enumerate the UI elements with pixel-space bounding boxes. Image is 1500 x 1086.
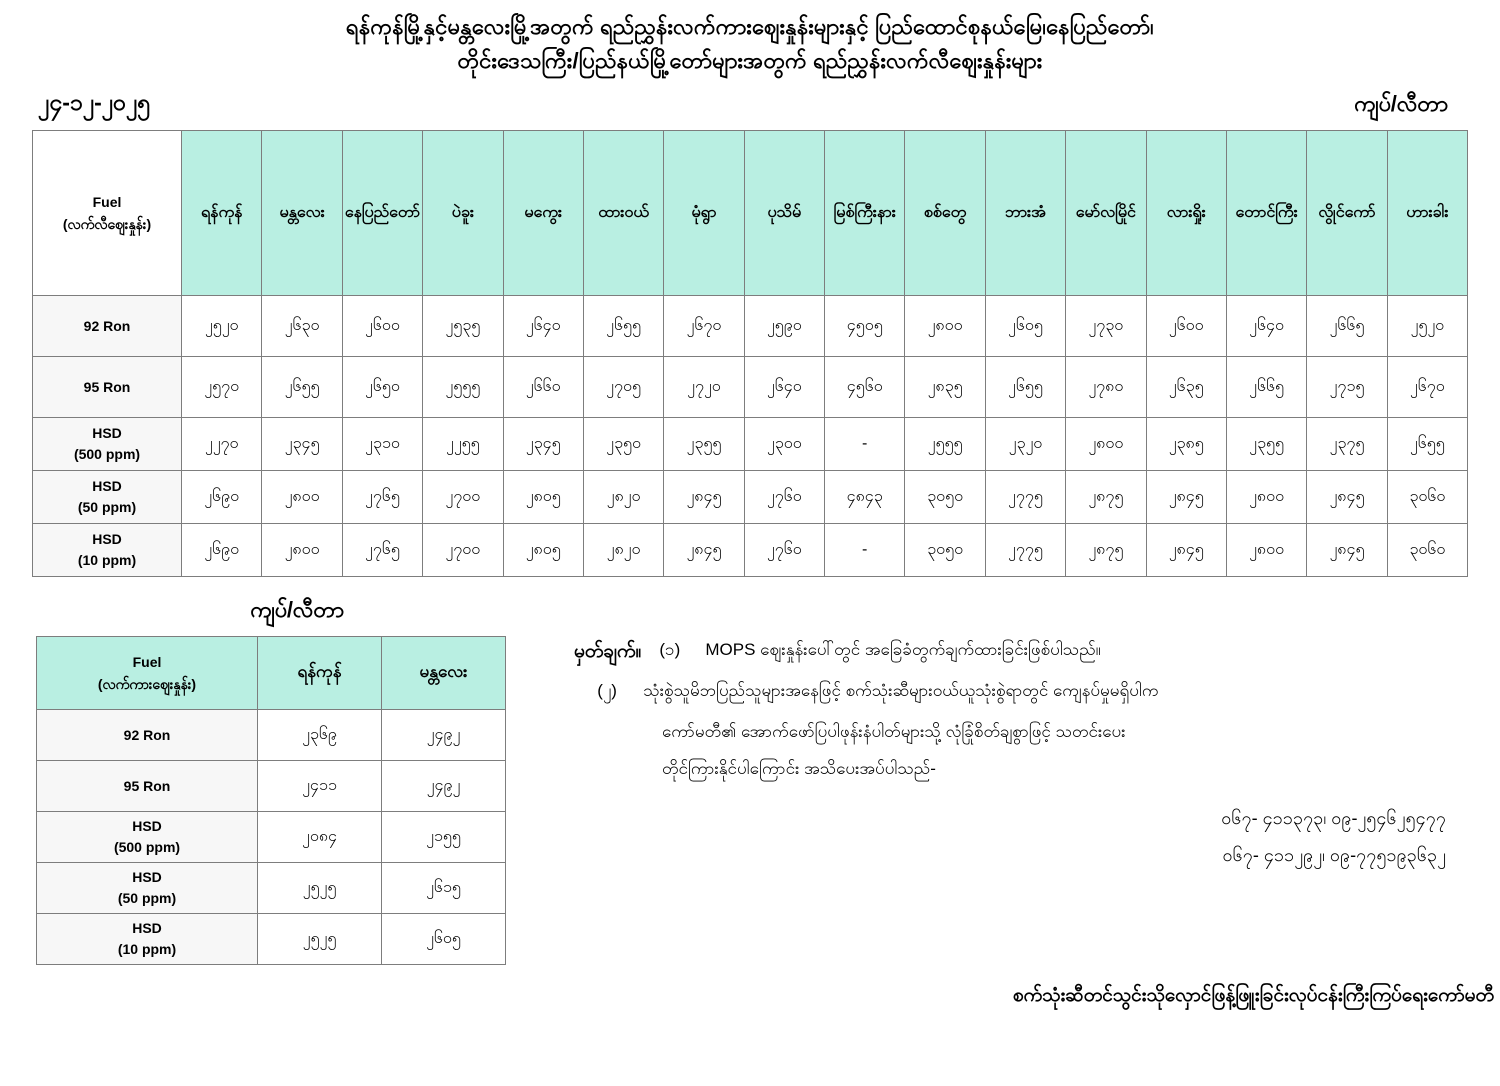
row-label-line-2: (10 ppm) <box>117 941 177 958</box>
cell: ၂၇၀၀ <box>423 524 503 577</box>
cell: ၂၇၁၅ <box>1307 357 1387 418</box>
row-label-line-1: HSD <box>132 818 162 835</box>
cell: ၄၈၄၃ <box>825 471 905 524</box>
column-header-dawei: ထားဝယ် <box>583 131 663 296</box>
table-header-row <box>33 131 1468 296</box>
cell: ၂၃၂၀ <box>985 418 1065 471</box>
cell: ၂၅၂၀ <box>182 296 262 357</box>
fuel-column-header <box>37 637 258 710</box>
unit-label-small: ကျပ်/လီတာ <box>249 597 345 623</box>
row-label-hsd-500ppm <box>33 418 182 471</box>
column-header-yangon: ရန်ကုန် <box>182 131 262 296</box>
cell: ၂၇၃၀ <box>1066 296 1146 357</box>
cell: ၂၆၃၅ <box>1146 357 1226 418</box>
cell: ၂၆၇၀ <box>664 296 744 357</box>
cell: ၂၆၆၀ <box>503 357 583 418</box>
cell: ၂၂၅၅ <box>423 418 503 471</box>
row-label-line-2: (500 ppm) <box>113 839 181 856</box>
column-header-bago: ပဲခူး <box>423 131 503 296</box>
note-item-2 <box>574 674 1470 711</box>
cell: ၂၇၆၅ <box>342 524 422 577</box>
cell: ၂၅၉၀ <box>744 296 824 357</box>
cell: ၂၈၇၅ <box>1066 524 1146 577</box>
notes-label: မှတ်ချက်။ <box>574 641 642 663</box>
cell: ၂၆၀၀ <box>1146 296 1226 357</box>
cell: ၂၈၄၅ <box>1146 524 1226 577</box>
cell: ၂၃၈၅ <box>1146 418 1226 471</box>
row-label-line-1: HSD <box>92 425 122 442</box>
meta-row <box>0 78 1500 122</box>
row-label-92ron <box>33 296 182 357</box>
note-text: MOPS ဈေးနှုန်းပေါ်တွင် အခြေခံတွက်ချက်ထားခြင်းဖြစ်ပါသည်။ <box>705 640 1101 660</box>
date-text: ၂၄-၁၂-၂၀၂၅ <box>38 89 151 116</box>
cell: ၂၃၄၅ <box>262 418 342 471</box>
row-label-line-1: HSD <box>132 920 162 937</box>
column-header-mandalay: မန္တလေး <box>262 131 342 296</box>
cell: ၄၅၀၅ <box>825 296 905 357</box>
table-row <box>37 761 506 812</box>
row-label-92ron <box>37 710 258 761</box>
cell: ၂၅၅၅ <box>905 418 985 471</box>
cell: ၂၆၉၀ <box>182 524 262 577</box>
table-row <box>33 296 1468 357</box>
column-header-monywa: မုံရွာ <box>664 131 744 296</box>
cell: ၂၃၅၅ <box>1226 418 1306 471</box>
title-line-1: ရန်ကုန်မြို့နှင့်မန္တလေးမြို့အတွက် ရည်ညွှန်းလက်ကားဈေးနှုန်းများနှင့် ပြည်ထောင်စုနယ်မြေ၊နေပြည်တော်၊ <box>346 14 1154 39</box>
cell: ၂၈၇၅ <box>1066 471 1146 524</box>
cell: ၂၆၇၀ <box>1387 357 1467 418</box>
row-label-line-2: (50 ppm) <box>117 890 177 907</box>
column-header-lashio: လားရှိုး <box>1146 131 1226 296</box>
row-label-hsd-50ppm <box>33 471 182 524</box>
cell: ၂၈၀၅ <box>503 524 583 577</box>
cell: ၂၈၀၀ <box>262 524 342 577</box>
column-header-mandalay: မန္တလေး <box>382 637 506 710</box>
cell: ၂၇၀၀ <box>423 471 503 524</box>
cell: ၂၅၂၅ <box>258 914 382 965</box>
retail-table-head <box>33 131 1468 296</box>
cell: ၂၆၀၅ <box>382 914 506 965</box>
row-label-line-2: (50 ppm) <box>77 499 137 516</box>
wholesale-section <box>32 595 502 965</box>
cell: ၂၈၀၀ <box>1226 471 1306 524</box>
cell: ၂၆၅၅ <box>985 357 1065 418</box>
cell: ၂၇၆၅ <box>342 471 422 524</box>
cell: ၂၇၈၀ <box>1066 357 1146 418</box>
row-label-line-2: (500 ppm) <box>73 446 141 463</box>
column-header-loikaw: လွိုင်ကော် <box>1307 131 1387 296</box>
cell: ၂၆၆၅ <box>1226 357 1306 418</box>
cell: ၂၅၂၅ <box>258 863 382 914</box>
cell: ၂၃၁၀ <box>342 418 422 471</box>
note-text: သုံးစွဲသူမိဘပြည်သူများအနေဖြင့် စက်သုံးဆီများဝယ်ယူသုံးစွဲရာတွင် ကျေနပ်မှုမရှိပါက <box>643 681 1159 701</box>
note-text: ကော်မတီ၏ အောက်ဖော်ပြပါဖုန်းနံပါတ်များသို့ လုံခြုံစိတ်ချစွာဖြင့် သတင်းပေး <box>662 722 1126 742</box>
table-row <box>33 524 1468 577</box>
note-number: (၁) <box>659 640 681 660</box>
cell: ၂၆၄၀ <box>503 296 583 357</box>
cell: ၂၅၂၀ <box>1387 296 1467 357</box>
cell: ၂၆၅၅ <box>583 296 663 357</box>
cell: ၂၆၀၀ <box>342 296 422 357</box>
cell: ၂၆၉၀ <box>182 471 262 524</box>
cell: ၂၈၄၅ <box>1307 524 1387 577</box>
table-row <box>37 914 506 965</box>
notes-section <box>502 595 1470 965</box>
wholesale-table-body <box>37 710 506 965</box>
cell: ၂၅၇၀ <box>182 357 262 418</box>
cell: ၂၈၀၅ <box>503 471 583 524</box>
cell: ၂၃၅၅ <box>664 418 744 471</box>
cell: ၂၆၅၅ <box>1387 418 1467 471</box>
fuel-header-line-2: (လက်ကားဈေးနှုန်း) <box>97 676 197 693</box>
cell: ၂၇၇၅ <box>985 524 1065 577</box>
column-header-mawlamyine: မော်လမြိုင် <box>1066 131 1146 296</box>
cell: ၃၀၆၀ <box>1387 471 1467 524</box>
column-header-hpaan: ဘားအံ <box>985 131 1065 296</box>
table-row <box>37 812 506 863</box>
row-label-line-1: 95 Ron <box>83 378 131 395</box>
cell: ၂၄၉၂ <box>382 710 506 761</box>
note-text: တိုင်ကြားနိုင်ပါကြောင်း အသိပေးအပ်ပါသည်- <box>662 759 936 779</box>
cell: ၂၈၄၅ <box>1307 471 1387 524</box>
cell: ၂၈၀၀ <box>1066 418 1146 471</box>
cell: ၂၈၂၀ <box>583 471 663 524</box>
cell: - <box>825 524 905 577</box>
table-row <box>33 357 1468 418</box>
unit-label: ကျပ်/လီတာ <box>1353 91 1448 117</box>
column-header-sittwe: စစ်တွေ <box>905 131 985 296</box>
cell: ၃၀၆၀ <box>1387 524 1467 577</box>
column-header-magway: မကွေး <box>503 131 583 296</box>
row-label-95ron <box>37 761 258 812</box>
retail-table-body <box>33 296 1468 577</box>
cell: ၂၅၅၅ <box>423 357 503 418</box>
main-table-wrapper <box>0 122 1500 577</box>
contact-phones <box>574 790 1470 876</box>
cell: ၃၀၅၀ <box>905 471 985 524</box>
cell: ၂၈၄၅ <box>664 471 744 524</box>
lower-section <box>0 577 1500 965</box>
row-label-line-2: (10 ppm) <box>77 552 137 569</box>
cell: ၂၇၆၀ <box>744 471 824 524</box>
note-number: (၂) <box>597 681 617 701</box>
row-label-line-1: 95 Ron <box>123 777 171 794</box>
cell: ၂၅၃၅ <box>423 296 503 357</box>
cell: ၂၃၅၀ <box>583 418 663 471</box>
cell: ၂၃၇၅ <box>1307 418 1387 471</box>
column-header-myitkyina: မြစ်ကြီးနား <box>825 131 905 296</box>
cell: ၂၈၃၅ <box>905 357 985 418</box>
column-header-yangon: ရန်ကုန် <box>258 637 382 710</box>
table-header-row <box>37 637 506 710</box>
cell: ၂၈၀၀ <box>905 296 985 357</box>
document-title <box>0 0 1500 78</box>
cell: ၂၃၀၀ <box>744 418 824 471</box>
row-label-line-1: 92 Ron <box>123 726 171 743</box>
cell: ၂၆၄၀ <box>744 357 824 418</box>
cell: ၂၇၇၅ <box>985 471 1065 524</box>
cell: - <box>825 418 905 471</box>
cell: ၂၈၄၅ <box>664 524 744 577</box>
phone-line-2: ၀၆၇- ၄၁၁၂၉၂၊ ၀၉-၇၇၅၁၉၃၆၃၂ <box>1222 845 1446 866</box>
cell: ၂၈၀၀ <box>262 471 342 524</box>
row-label-hsd-10ppm <box>37 914 258 965</box>
issuing-committee: စက်သုံးဆီတင်သွင်းသိုလှောင်ဖြန့်ဖြူးခြင်းလုပ်ငန်းကြီးကြပ်ရေးကော်မတီ <box>1012 985 1494 1007</box>
fuel-header-line-2: (လက်လီဈေးနှုန်း) <box>62 216 152 233</box>
cell: ၂၆၅၅ <box>262 357 342 418</box>
cell: ၂၃၆၉ <box>258 710 382 761</box>
retail-price-table <box>32 130 1468 577</box>
cell: ၂၆၄၀ <box>1226 296 1306 357</box>
row-label-line-1: HSD <box>132 869 162 886</box>
wholesale-table-head <box>37 637 506 710</box>
table-row <box>37 710 506 761</box>
cell: ၂၀၈၄ <box>258 812 382 863</box>
note-item-2-line-2 <box>574 715 1470 748</box>
row-label-line-1: HSD <box>92 478 122 495</box>
cell: ၂၄၁၁ <box>258 761 382 812</box>
fuel-header-line-1: Fuel <box>132 653 162 670</box>
cell: ၂၈၀၀ <box>1226 524 1306 577</box>
column-header-hakha: ဟားခါး <box>1387 131 1467 296</box>
cell: ၂၃၄၅ <box>503 418 583 471</box>
cell: ၂၈၄၅ <box>1146 471 1226 524</box>
cell: ၂၂၇၀ <box>182 418 262 471</box>
table-row <box>37 863 506 914</box>
cell: ၂၆၁၅ <box>382 863 506 914</box>
title-line-2: တိုင်းဒေသကြီး/ပြည်နယ်မြို့တော်များအတွက် ရည်ညွှန်းလက်လီဈေးနှုန်းများ <box>457 48 1043 74</box>
row-label-line-1: HSD <box>92 531 122 548</box>
cell: ၄၅၆၀ <box>825 357 905 418</box>
cell: ၂၆၃၀ <box>262 296 342 357</box>
cell: ၂၈၂၀ <box>583 524 663 577</box>
cell: ၂၆၆၅ <box>1307 296 1387 357</box>
table-row <box>33 418 1468 471</box>
fuel-column-header <box>33 131 182 296</box>
fuel-header-line-1: Fuel <box>92 193 122 210</box>
column-header-naypyitaw: နေပြည်တော် <box>342 131 422 296</box>
wholesale-price-table <box>36 636 506 965</box>
cell: ၂၇၆၀ <box>744 524 824 577</box>
cell: ၂၆၅၀ <box>342 357 422 418</box>
cell: ၂၁၅၅ <box>382 812 506 863</box>
row-label-hsd-500ppm <box>37 812 258 863</box>
row-label-hsd-50ppm <box>37 863 258 914</box>
note-item-1 <box>574 633 1470 670</box>
cell: ၂၆၀၅ <box>985 296 1065 357</box>
cell: ၂၇၀၅ <box>583 357 663 418</box>
row-label-line-1: 92 Ron <box>83 317 131 334</box>
row-label-hsd-10ppm <box>33 524 182 577</box>
column-header-pathein: ပုသိမ် <box>744 131 824 296</box>
row-label-95ron <box>33 357 182 418</box>
phone-line-1: ၀၆၇- ၄၁၁၃၇၃၊ ၀၉-၂၅၄၆၂၅၄၇၇ <box>1221 807 1446 828</box>
table-row <box>33 471 1468 524</box>
cell: ၃၀၅၀ <box>905 524 985 577</box>
column-header-taunggyi: တောင်ကြီး <box>1226 131 1306 296</box>
cell: ၂၄၉၂ <box>382 761 506 812</box>
cell: ၂၇၂၀ <box>664 357 744 418</box>
note-item-2-line-3 <box>574 752 1470 785</box>
